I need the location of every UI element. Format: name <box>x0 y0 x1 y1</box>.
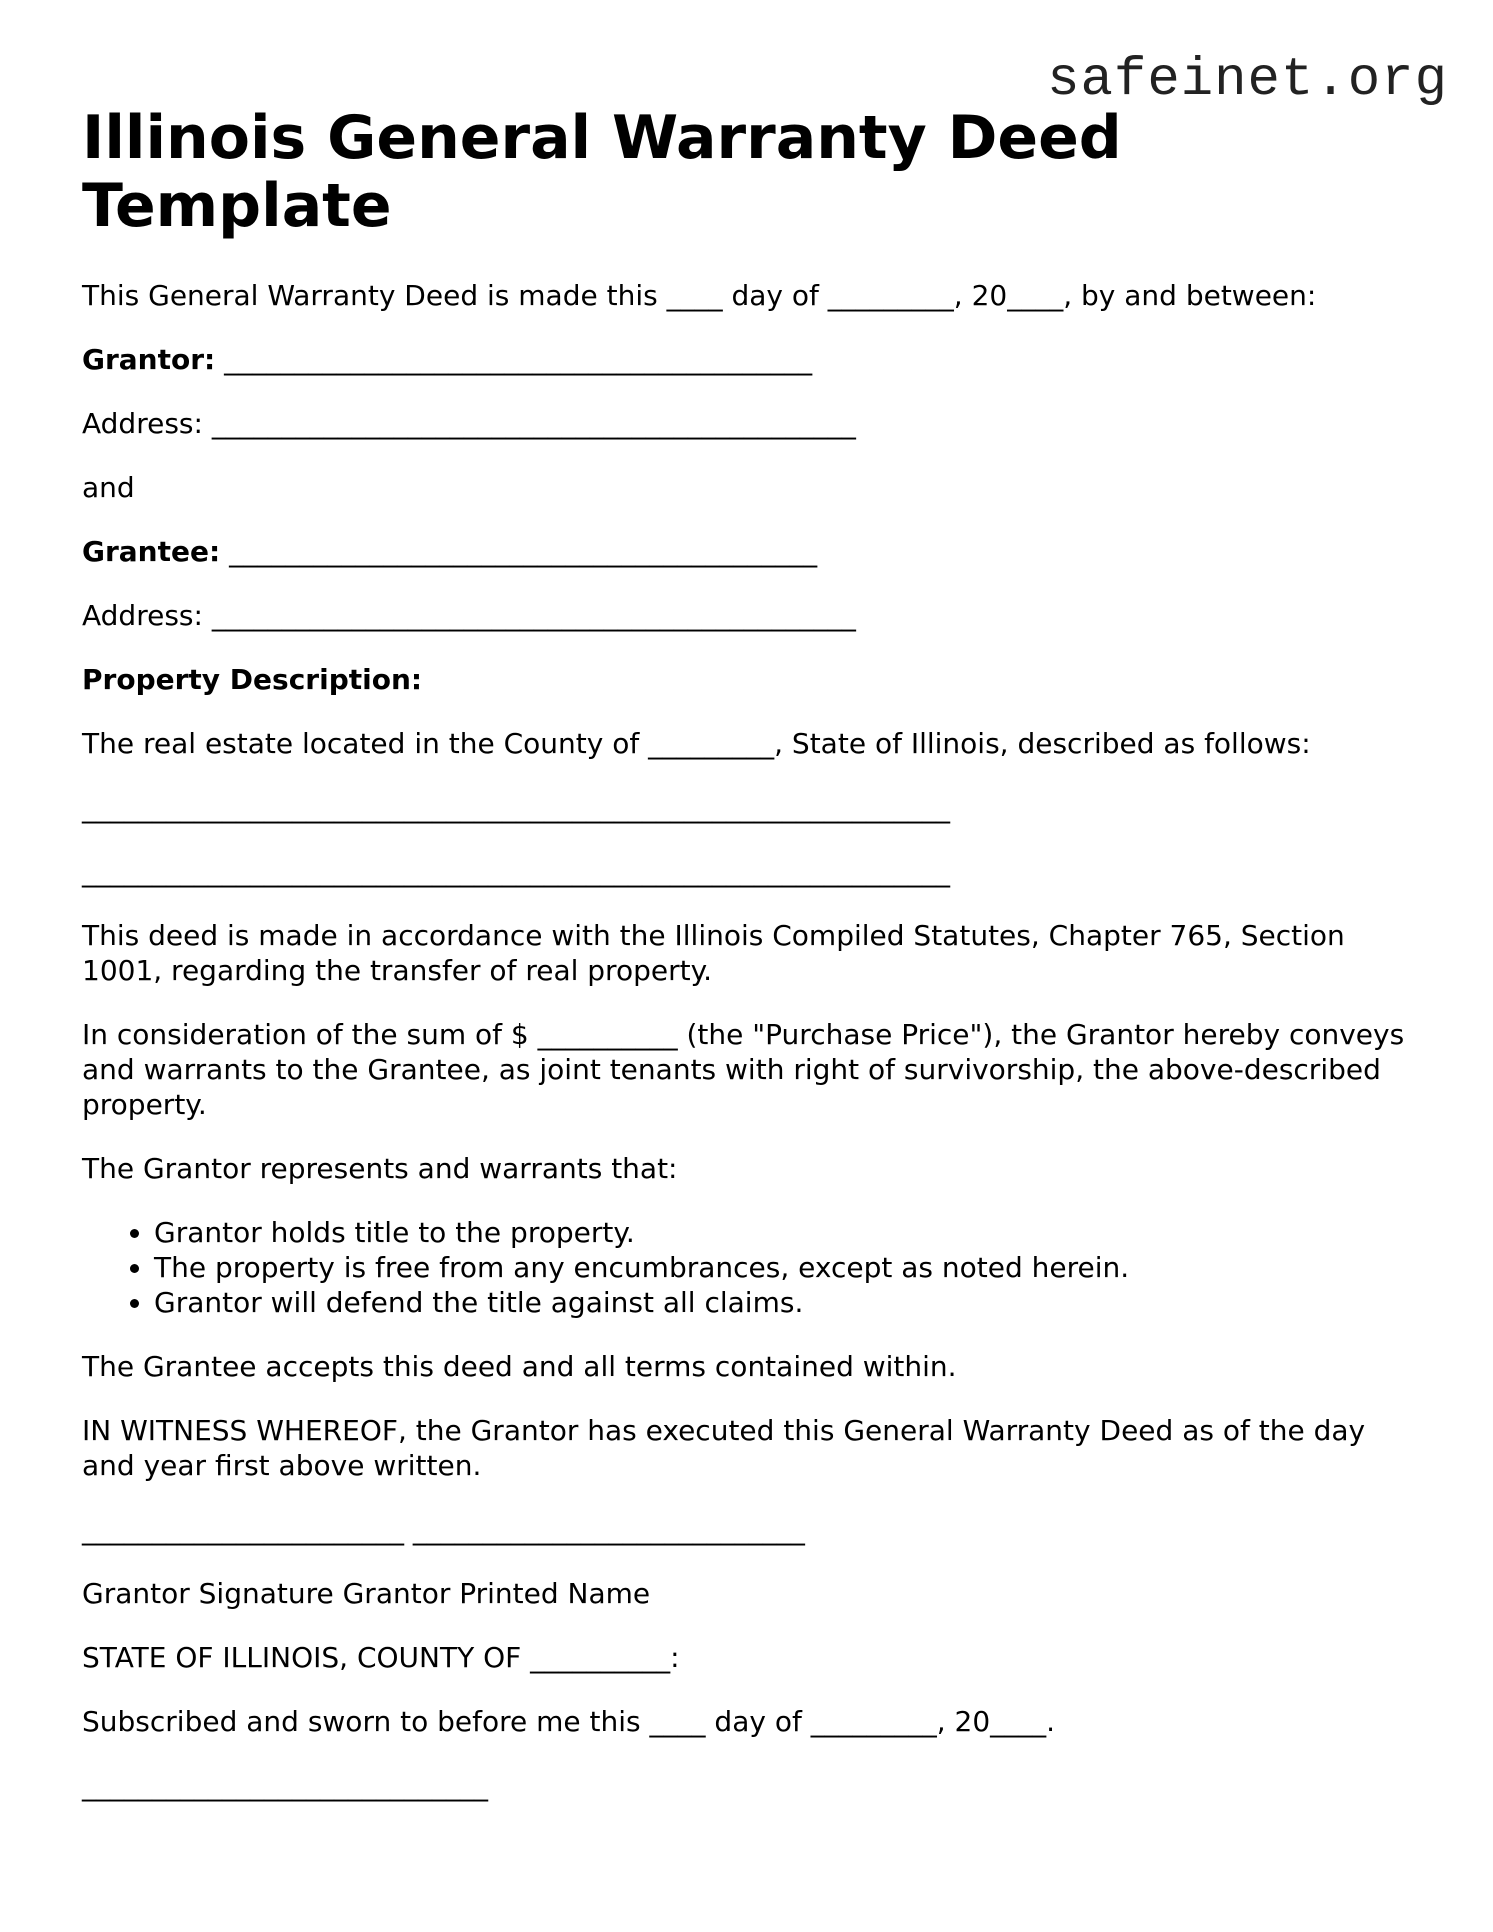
list-item: • The property is free from any encumbrances, except as noted herein. <box>154 1250 1412 1285</box>
intro-paragraph: This General Warranty Deed is made this ____ day of _________, 20____, by and between: <box>82 279 1317 312</box>
watermark: safeinet.org <box>1047 50 1448 111</box>
grantor-label: Grantor: <box>82 343 216 376</box>
statute-paragraph: This deed is made in accordance with the Illinois Compiled Statutes, Chapter 765, Section 1001, regarding the transfer of real property. <box>82 919 1345 987</box>
grantee-address-field <box>82 598 1412 633</box>
signature-lines[interactable]: _______________________ ____________________________ <box>82 1513 805 1546</box>
grantor-address-blank[interactable]: ______________________________________________ <box>211 407 856 440</box>
notary-sworn-line: Subscribed and sworn to before me this ____ day of _________, 20____. <box>82 1705 1056 1738</box>
acceptance-paragraph: The Grantee accepts this deed and all terms contained within. <box>82 1350 957 1383</box>
grantee-blank[interactable]: __________________________________________ <box>229 535 818 568</box>
grantor-blank[interactable]: __________________________________________ <box>224 343 813 376</box>
consideration-paragraph: In consideration of the sum of $ __________ (the "Purchase Price"), the Grantor hereby conveys and warrants to the Grantee, as joint tenants with right of survivorship, the above-described property. <box>82 1018 1405 1121</box>
grantor-field <box>82 342 1412 377</box>
grantor-address-field <box>82 406 1412 441</box>
list-item: • Grantor holds title to the property. <box>154 1215 1412 1250</box>
warranty-list <box>82 1215 1412 1320</box>
grantee-field <box>82 534 1412 569</box>
document <box>82 104 1412 1832</box>
page-title: Illinois General Warranty Deed Template <box>82 103 1122 241</box>
notary-signature-line[interactable]: _____________________________ <box>82 1769 488 1802</box>
grantee-address-blank[interactable]: ______________________________________________ <box>211 599 856 632</box>
property-text: The real estate located in the County of _________, State of Illinois, described as follows: <box>82 727 1311 760</box>
list-item: • Grantor will defend the title against all claims. <box>154 1285 1412 1320</box>
and-text: and <box>82 471 135 504</box>
warranty-intro: The Grantor represents and warrants that: <box>82 1152 678 1185</box>
grantee-label: Grantee: <box>82 535 221 568</box>
signature-labels: Grantor Signature Grantor Printed Name <box>82 1577 651 1610</box>
property-description-line-1[interactable]: ______________________________________________________________ <box>82 791 950 824</box>
notary-state-line: STATE OF ILLINOIS, COUNTY OF __________: <box>82 1641 680 1674</box>
grantee-address-label: Address: <box>82 599 203 632</box>
grantor-address-label: Address: <box>82 407 203 440</box>
property-description-line-2[interactable]: ______________________________________________________________ <box>82 855 950 888</box>
property-heading: Property Description: <box>82 663 423 696</box>
witness-paragraph: IN WITNESS WHEREOF, the Grantor has executed this General Warranty Deed as of the day and year first above written. <box>82 1414 1366 1482</box>
